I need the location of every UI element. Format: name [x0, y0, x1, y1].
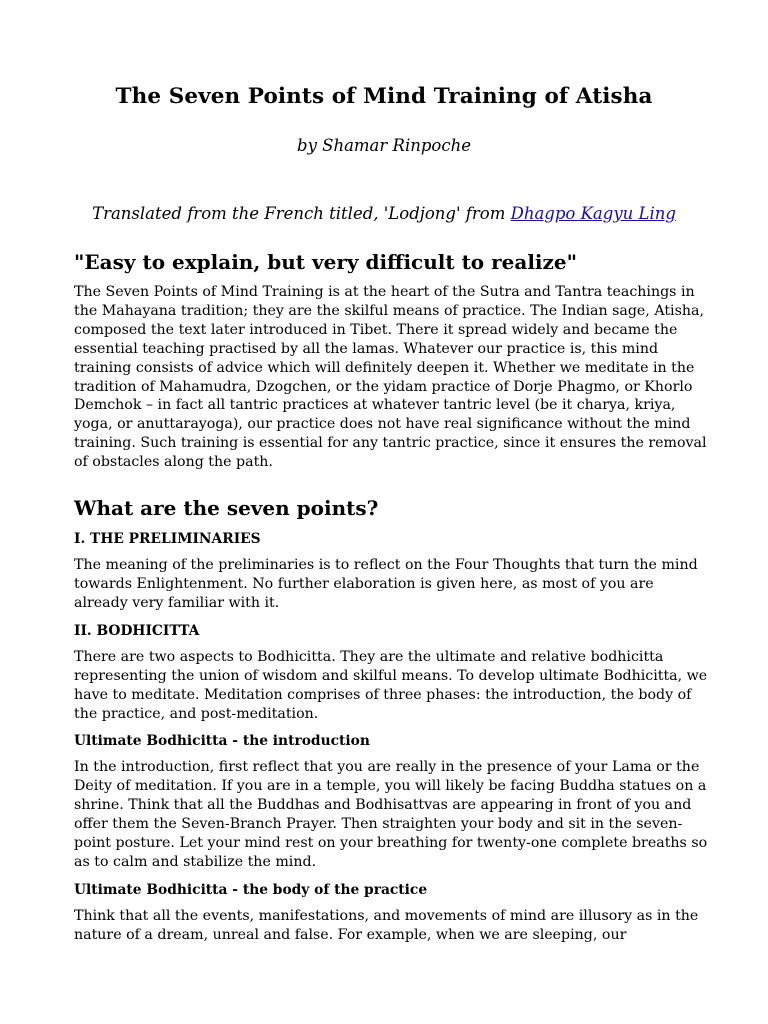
section-heading-ultimate-body: Ultimate Bodhicitta - the body of the practice	[74, 881, 428, 898]
section-text-preliminaries: The meaning of the preliminaries is to reflect on the Four Thoughts that turn the mind towards Enlightenment. No further elaboration is given here, as most of you are already very familiar with it.	[74, 557, 698, 611]
translation-note	[0, 204, 768, 223]
seven-points-heading: What are the seven points?	[74, 496, 379, 521]
dhagpo-kagyu-ling-link[interactable]: Dhagpo Kagyu Ling	[510, 204, 676, 223]
author-byline: by Shamar Rinpoche	[297, 136, 471, 155]
document-body	[74, 250, 708, 955]
section-text-ultimate-introduction: In the introduction, first reflect that you are really in the presence of your Lama or the Deity of meditation. If you are in a temple, you will likely be facing Buddha statues on a shrine. Think that all the Buddhas and Bodhisattvas are appearing in front of you and offer them the Seven-Branch Prayer. Then straighten your body and sit in the seven-point posture. Let your mind rest on your breathing for twenty-one complete breaths so as to calm and stabilize the mind.	[74, 759, 708, 870]
quote-heading: "Easy to explain, but very difficult to realize"	[74, 250, 578, 274]
section-heading-preliminaries: I. THE PRELIMINARIES	[74, 531, 261, 548]
document-title: The Seven Points of Mind Training of Atisha	[115, 84, 653, 109]
section-text-ultimate-body: Think that all the events, manifestations, and movements of mind are illusory as in the nature of a dream, unreal and false. For example, when we are sleeping, our	[74, 907, 699, 943]
section-heading-ultimate-introduction: Ultimate Bodhicitta - the introduction	[74, 733, 370, 750]
intro-paragraph: The Seven Points of Mind Training is at the heart of the Sutra and Tantra teachings in the Mahayana tradition; they are the skilful means of practice. The Indian sage, Atisha, composed the text later introduced in Tibet. There it spread widely and became the essential teaching practised by all the lamas. Whatever our practice is, this mind training consists of advice which will definitely deepen it. Whether we meditate in the tradition of Mahamudra, Dzogchen, or the yidam practice of Dorje Phagmo, or Khorlo Demchok – in fact all tantric practices at whatever tantric level (be it charya, kriya, yoga, or anuttarayoga), our practice does not have real significance without the mind training. Such training is essential for any tantric practice, since it ensures the removal of obstacles along the path.	[74, 284, 707, 471]
section-text-bodhicitta: There are two aspects to Bodhicitta. They are the ultimate and relative bodhicitta representing the union of wisdom and skilful means. To develop ultimate Bodhicitta, we have to meditate. Meditation comprises of three phases: the introduction, the body of the practice, and post-meditation.	[74, 648, 708, 722]
translation-note-text: Translated from the French titled, 'Lodjong' from	[92, 204, 511, 223]
section-heading-bodhicitta: II. BODHICITTA	[74, 622, 200, 639]
